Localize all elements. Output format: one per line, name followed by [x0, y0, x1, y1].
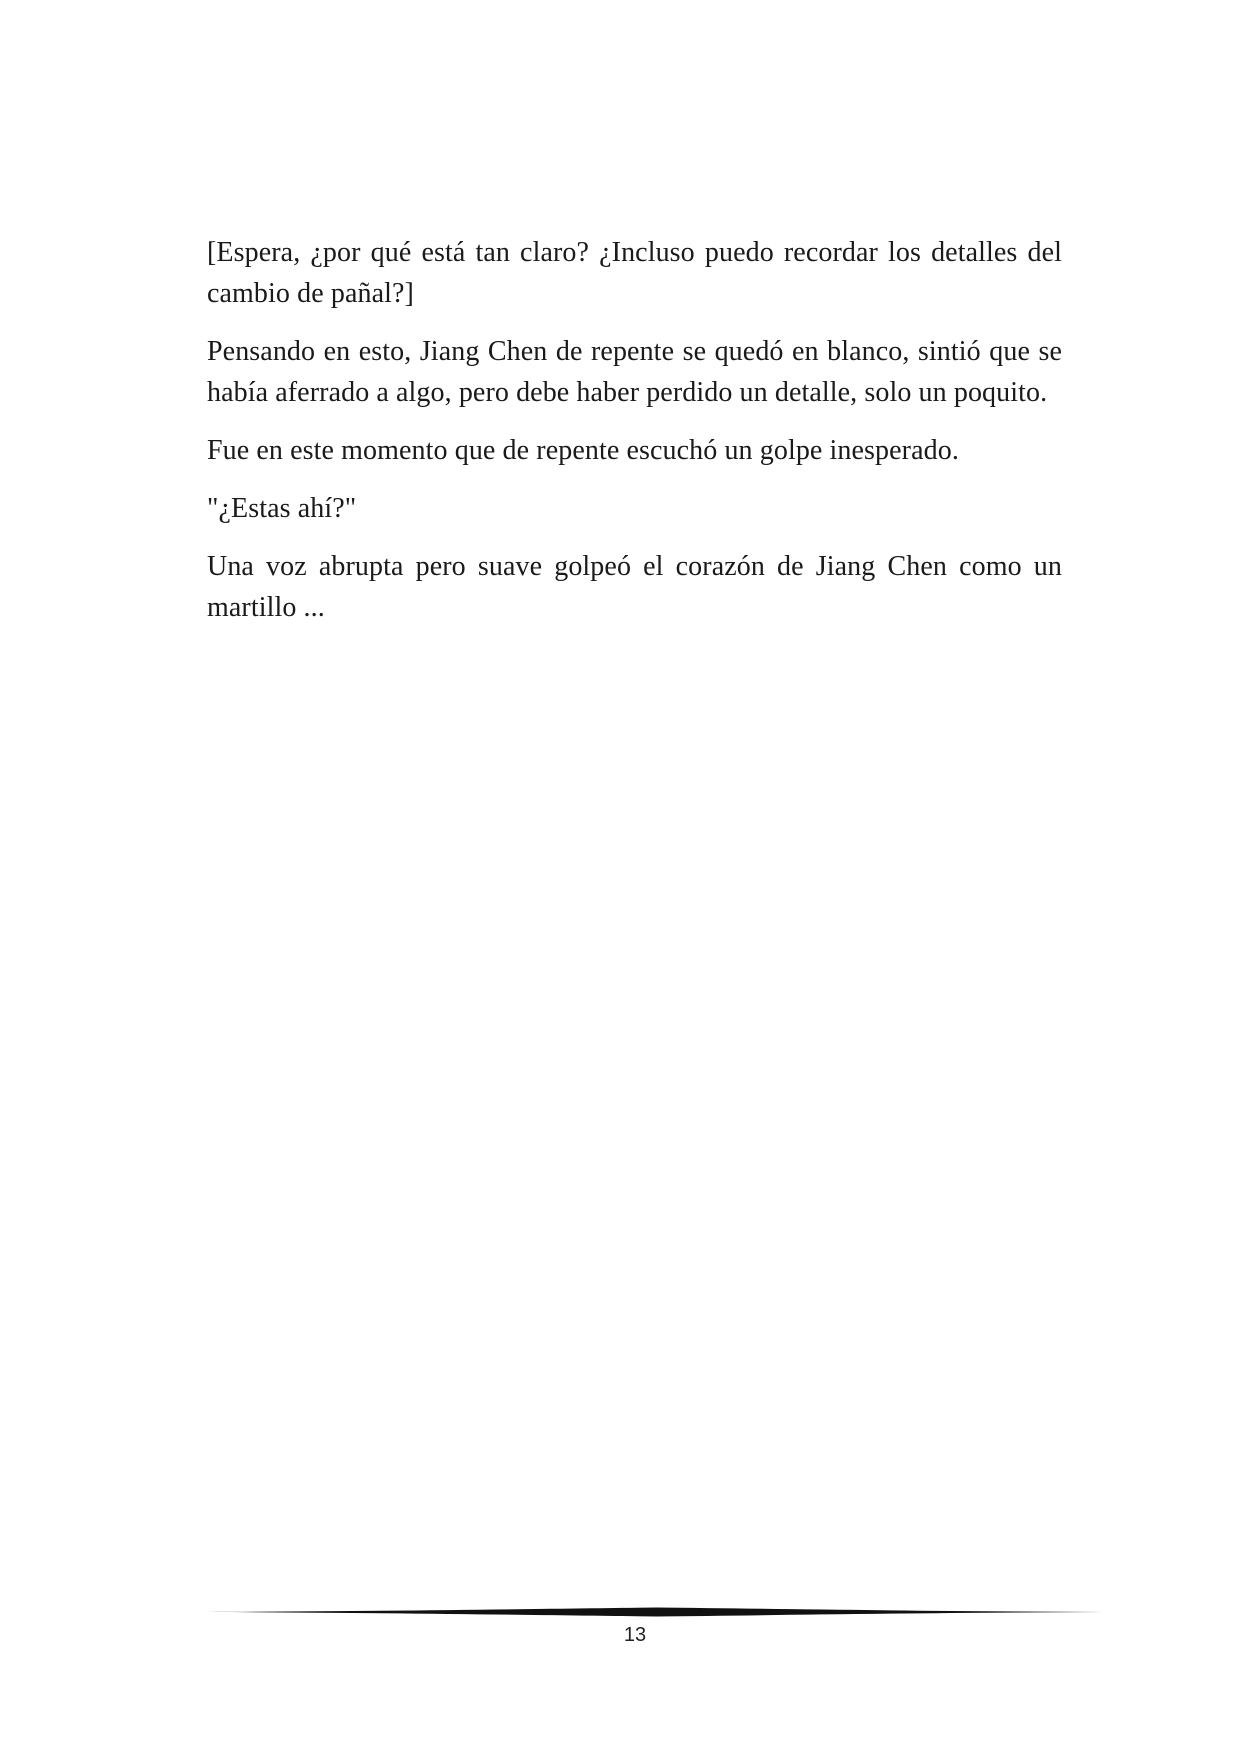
body-text — [207, 232, 1062, 645]
page-number: 13 — [623, 1624, 647, 1646]
paragraph-4: "¿Estas ahí?" — [207, 493, 357, 524]
paragraph-2: Pensando en esto, Jiang Chen de repente se quedó en blanco, sintió que se había aferrado a algo, pero debe haber perdido un detalle, solo un poquito. — [207, 336, 1062, 408]
paragraph-5: Una voz abrupta pero suave golpeó el corazón de Jiang Chen como un martillo ... — [207, 551, 1062, 623]
footer-divider — [207, 1605, 1104, 1619]
paragraph-1: [Espera, ¿por qué está tan claro? ¿Incluso puedo recordar los detalles del cambio de pañal?] — [207, 237, 1062, 309]
paragraph-3: Fue en este momento que de repente escuchó un golpe inesperado. — [207, 435, 959, 466]
